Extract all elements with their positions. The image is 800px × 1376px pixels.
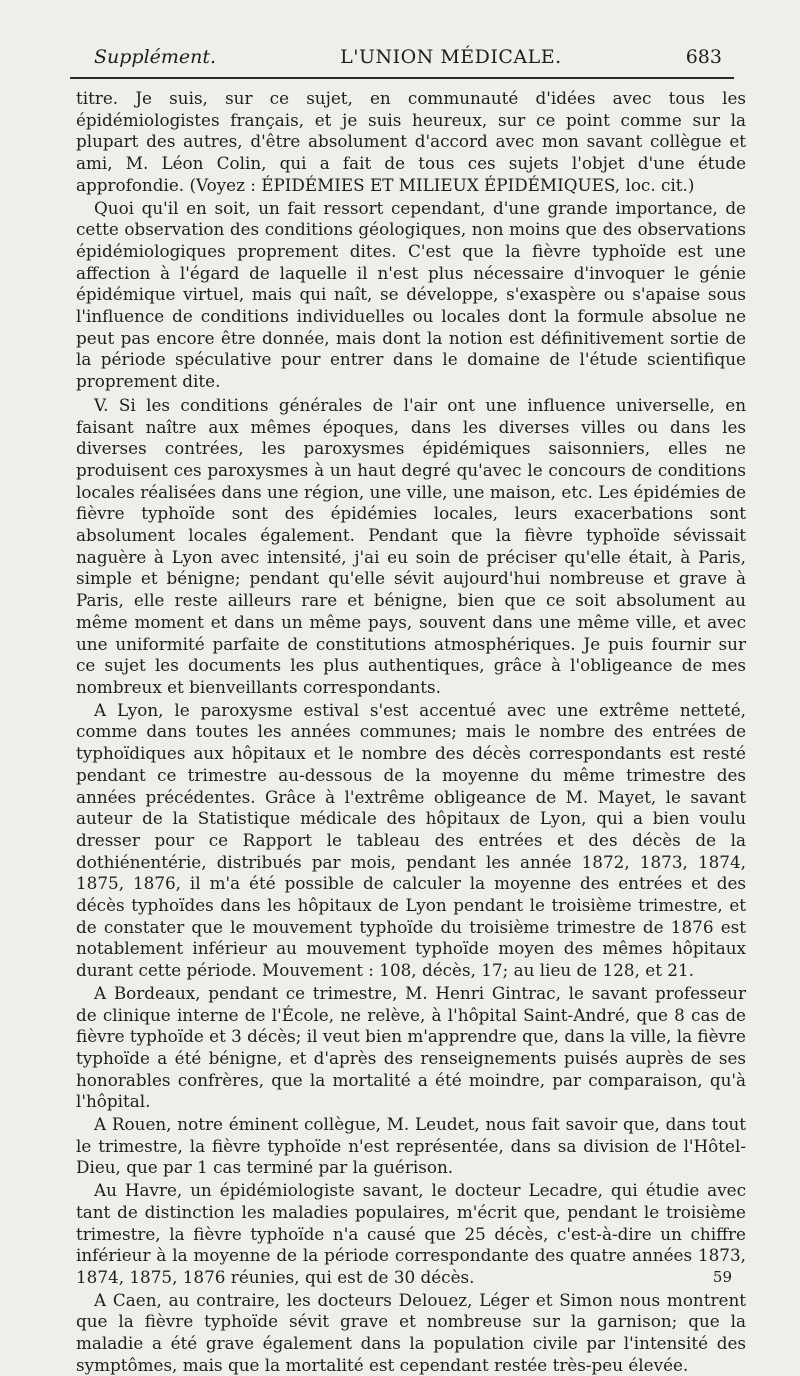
- header-supplement: Supplément.: [94, 46, 217, 68]
- header-journal-title: L'UNION MÉDICALE.: [340, 46, 562, 68]
- paragraph: A Rouen, notre éminent collègue, M. Leudet, nous fait savoir que, dans tout le trimestre, la fièvre typhoïde n'est représentée, dans sa division de l'Hôtel-Dieu, que par 1 cas terminé par la guérison.: [76, 1114, 746, 1178]
- paragraph: Au Havre, un épidémiologiste savant, le docteur Lecadre, qui étudie avec tant de distinction les maladies populaires, m'écrit que, pendant le troisième trimestre, la fièvre typhoïde n'a causé que 25 décès, c'est-à-dire un chiffre inférieur à la moyenne de la période correspondante des quatre années 1873, 1874, 1875, 1876 réunies, qui est de 30 décès.: [76, 1180, 746, 1287]
- header-page-number: 683: [685, 46, 722, 68]
- running-header: [94, 42, 722, 72]
- paragraph: A Caen, au contraire, les docteurs Delouez, Léger et Simon nous montrent que la fièvre typhoïde sévit grave et nombreuse sur la garnison; que la maladie a été grave également dans la population civile par l'intensité des symptômes, mais que la mortalité est cependant restée très-peu élevée.: [76, 1289, 746, 1375]
- article-body: [76, 88, 746, 1376]
- paragraph: Quoi qu'il en soit, un fait ressort cependant, d'une grande importance, de cette observation des conditions géologiques, non moins que des observations épidémiologiques proprement dites. C'est que la fièvre typhoïde est une affection à l'égard de laquelle il n'est plus nécessaire d'invoquer le génie épidémique virtuel, mais qui naît, se développe, s'exaspère ou s'apaise sous l'influence de conditions individuelles ou locales dont la formule absolue ne peut pas encore être donnée, mais dont la notion est définitivement sortie de la période spéculative pour entrer dans le domaine de l'étude scientifique proprement dite.: [76, 197, 746, 392]
- paragraph: A Bordeaux, pendant ce trimestre, M. Henri Gintrac, le savant professeur de clinique interne de l'École, ne relève, à l'hôpital Saint-André, que 8 cas de fièvre typhoïde et 3 décès; il veut bien m'apprendre que, dans la ville, la fièvre typhoïde a été bénigne, et d'après des renseignements puisés auprès de ses honorables confrères, que la mortalité a été moindre, par comparaison, qu'à l'hôpital.: [76, 982, 746, 1112]
- paragraph: A Lyon, le paroxysme estival s'est accentué avec une extrême netteté, comme dans toutes les années communes; mais le nombre des entrées de typhoïdiques aux hôpitaux et le nombre des décès correspondants est resté pendant ce trimestre au-dessous de la moyenne du même trimestre des années précédentes. Grâce à l'extrême obligeance de M. Mayet, le savant auteur de la Statistique médicale des hôpitaux de Lyon, qui a bien voulu dresser pour ce Rapport le tableau des entrées et des décès de la dothiénentérie, distribués par mois, pendant les année 1872, 1873, 1874, 1875, 1876, il m'a été possible de calculer la moyenne des entrées et des décès typhoïdes dans les hôpitaux de Lyon pendant le troisième trimestre, et de constater que le mouvement typhoïde du troisième trimestre de 1876 est notablement inférieur au mouvement typhoïde moyen des mêmes hôpitaux durant cette période. Mouvement : 108, décès, 17; au lieu de 128, et 21.: [76, 699, 746, 981]
- header-rule: [70, 77, 734, 79]
- paragraph: titre. Je suis, sur ce sujet, en communauté d'idées avec tous les épidémiologistes français, et je suis heureux, sur ce point comme sur la plupart des autres, d'être absolument d'accord avec mon savant collègue et ami, M. Léon Colin, qui a fait de tous ces sujets l'objet d'une étude approfondie. (Voyez : ÉPIDÉMIES ET MILIEUX ÉPIDÉMIQUES, loc. cit.): [76, 88, 746, 195]
- signature-mark: 59: [712, 1268, 732, 1286]
- paragraph: V. Si les conditions générales de l'air ont une influence universelle, en faisant naître aux mêmes époques, dans les diverses villes ou dans les diverses contrées, les paroxysmes épidémiques saisonniers, elles ne produisent ces paroxysmes à un haut degré qu'avec le concours de conditions locales réalisées dans une région, une ville, une maison, etc. Les épidémies de fièvre typhoïde sont des épidémies locales, leurs exacerbations sont absolument locales également. Pendant que la fièvre typhoïde sévissait naguère à Lyon avec intensité, j'ai eu soin de préciser qu'elle était, à Paris, simple et bénigne; pendant qu'elle sévit aujourd'hui nombreuse et grave à Paris, elle reste ailleurs rare et bénigne, bien que ce soit absolument au même moment et dans un même pays, souvent dans une même ville, et avec une uniformité parfaite de constitutions atmosphériques. Je puis fournir sur ce sujet les documents les plus authentiques, grâce à l'obligeance de mes nombreux et bienveillants correspondants.: [76, 394, 746, 697]
